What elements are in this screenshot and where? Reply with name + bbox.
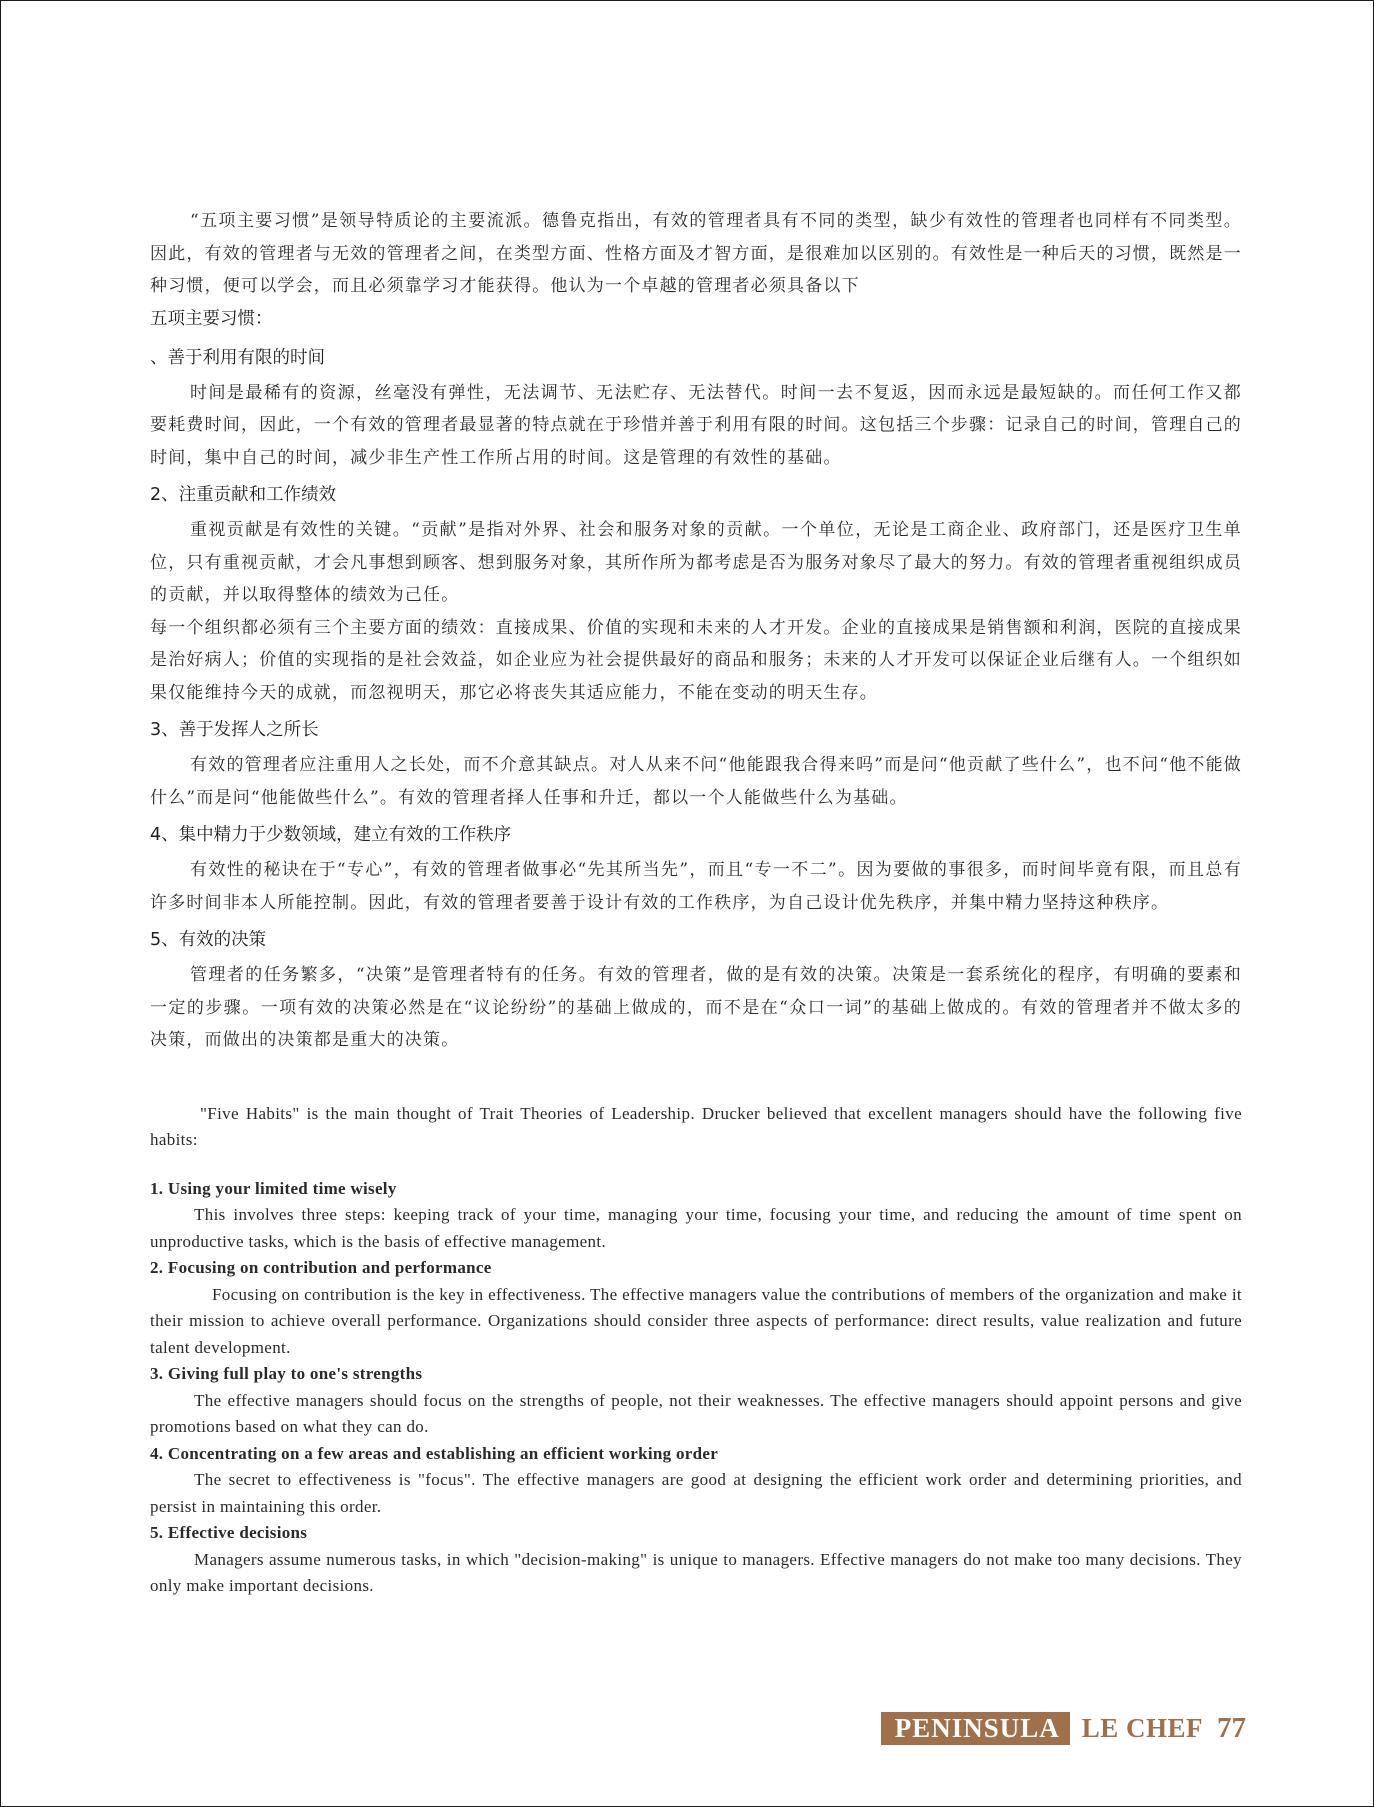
- en-paragraph-5: Managers assume numerous tasks, in which "decision-making" is unique to managers. Effective managers do not make too many decisions. They only make important decisions.: [150, 1549, 1242, 1595]
- en-paragraph-4: The secret to effectiveness is "focus". The effective managers are good at designing the efficient work order and determining priorities, and persist in maintaining this order.: [150, 1470, 1242, 1516]
- en-heading-2: 2. Focusing on contribution and performance: [150, 1258, 492, 1277]
- en-paragraph-2: Focusing on contribution is the key in effectiveness. The effective managers value the contributions of members of the organization and make it their mission to achieve overall performance. Organizations should consider three aspects of performance: direct results, value realization and future talent development.: [150, 1284, 1242, 1357]
- cn-heading-1: 、善于利用有限的时间: [150, 347, 325, 368]
- footer-brand: PENINSULA: [881, 1712, 1070, 1745]
- cn-paragraph-5: 管理者的任务繁多，“决策”是管理者特有的任务。有效的管理者，做的是有效的决策。决策是一套系统化的程序，有明确的要素和一定的步骤。一项有效的决策必然是在“议论纷纷”的基础上做成的，而不是在“众口一词”的基础上做成的。有效的管理者并不做太多的决策，而做出的决策都是重大的决策。: [150, 965, 1242, 1050]
- en-intro-paragraph: "Five Habits" is the main thought of Trait Theories of Leadership. Drucker believed that excellent managers should have the following five habits:: [150, 1103, 1242, 1149]
- cn-heading-5: 5、有效的决策: [150, 930, 267, 950]
- cn-intro-paragraph: “五项主要习惯”是领导特质论的主要流派。德鲁克指出，有效的管理者具有不同的类型，缺少有效性的管理者也同样有不同类型。因此，有效的管理者与无效的管理者之间，在类型方面、性格方面及才智方面，是很难加以区别的。有效性是一种后天的习惯，既然是一种习惯，便可以学会，而且必须靠学习才能获得。他认为一个卓越的管理者必须具备以下: [150, 211, 1242, 296]
- cn-paragraph-2: 重视贡献是有效性的关键。“贡献”是指对外界、社会和服务对象的贡献。一个单位，无论是工商企业、政府部门，还是医疗卫生单位，只有重视贡献，才会凡事想到顾客、想到服务对象，其所作所为都考虑是否为服务对象尽了最大的努力。有效的管理者重视组织成员的贡献，并以取得整体的绩效为己任。: [150, 520, 1242, 605]
- cn-heading-4: 4、集中精力于少数领域，建立有效的工作秩序: [150, 825, 512, 845]
- cn-paragraph-1: 时间是最稀有的资源，丝毫没有弹性，无法调节、无法贮存、无法替代。时间一去不复返，因而永远是最短缺的。而任何工作又都要耗费时间，因此，一个有效的管理者最显著的特点就在于珍惜并善于利用有限的时间。这包括三个步骤：记录自己的时间，管理自己的时间，集中自己的时间，减少非生产性工作所占用的时间。这是管理的有效性的基础。: [150, 382, 1242, 468]
- en-paragraph-1: This involves three steps: keeping track of your time, managing your time, focusing your time, and reducing the amount of time spent on unproductive tasks, which is the basis of effective management.: [150, 1205, 1242, 1251]
- cn-paragraph-3: 有效的管理者应注重用人之长处，而不介意其缺点。对人从来不问“他能跟我合得来吗”而是问“他贡献了些什么”，也不问“他不能做什么”而是问“他能做些什么”。有效的管理者择人任事和升迁，都以一个人能做些什么为基础。: [150, 755, 1242, 808]
- en-heading-5: 5. Effective decisions: [150, 1523, 308, 1542]
- footer-subtitle: LE CHEF: [1081, 1713, 1203, 1743]
- en-paragraph-3: The effective managers should focus on the strengths of people, not their weaknesses. The effective managers should appoint persons and give promotions based on what they can do.: [150, 1390, 1242, 1436]
- page-number: 77: [1217, 1712, 1246, 1744]
- page-footer: [881, 1712, 1246, 1745]
- cn-paragraph-4: 有效性的秘诀在于“专心”，有效的管理者做事必“先其所当先”，而且“专一不二”。因为要做的事很多，而时间毕竟有限，而且总有许多时间非本人所能控制。因此，有效的管理者要善于设计有效的工作秩序，为自己设计优先秩序，并集中精力坚持这种秩序。: [150, 860, 1242, 913]
- en-spacer: [150, 1154, 1242, 1176]
- article-body: [150, 205, 1242, 1600]
- cn-heading-2: 2、注重贡献和工作绩效: [150, 485, 337, 505]
- english-summary: [150, 1101, 1242, 1600]
- cn-heading-3: 3、善于发挥人之所长: [150, 720, 319, 740]
- cn-intro-tail: 五项主要习惯：: [150, 308, 273, 329]
- en-heading-3: 3. Giving full play to one's strengths: [150, 1364, 423, 1383]
- en-heading-1: 1. Using your limited time wisely: [150, 1178, 397, 1198]
- en-heading-4: 4. Concentrating on a few areas and establishing an efficient working order: [150, 1443, 719, 1463]
- cn-paragraph-2-extra: 每一个组织都必须有三个主要方面的绩效：直接成果、价值的实现和未来的人才开发。企业的直接成果是销售额和利润，医院的直接成果是治好病人；价值的实现指的是社会效益，如企业应为社会提供最好的商品和服务；未来的人才开发可以保证企业后继有人。一个组织如果仅能维持今天的成就，而忽视明天，那它必将丧失其适应能力，不能在变动的明天生存。: [150, 617, 1242, 703]
